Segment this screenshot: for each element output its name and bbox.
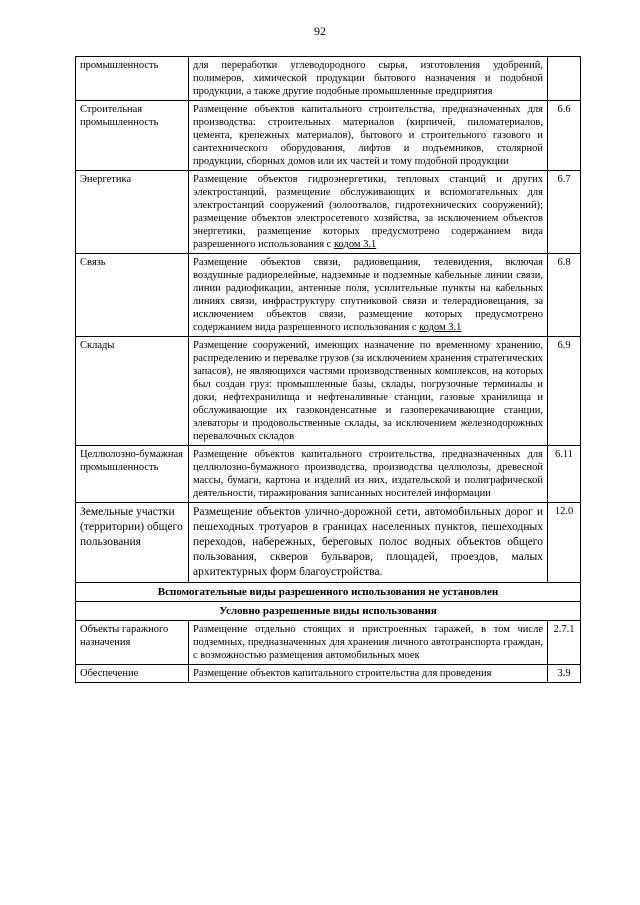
- description-text: Размещение объектов связи, радиовещания, телевидения, включая воздушные радиорелейные, надземные и подземные кабельные линии связи, линии радиофикации, антенные поля, усилительные пункты на кабельных линиях связи, инфраструктуру спутниковой связи и телерадиовещания, за исключением объектов связи, размещение которых предусмотрено содержанием вида разрешенного использования с: [193, 257, 543, 333]
- use-type-code: 6.6: [548, 101, 581, 171]
- use-type-name: Энергетика: [76, 171, 189, 254]
- use-type-name: Земельные участки (территории) общего пользования: [76, 503, 189, 583]
- table-row: [76, 57, 581, 101]
- use-type-code: 6.7: [548, 171, 581, 254]
- use-type-description: Размещение отдельно стоящих и пристроенных гаражей, в том числе подземных, предназначенных для хранения личного автотранспорта граждан, с возможностью размещения автомобильных моек: [189, 621, 548, 665]
- section-header-row: [76, 583, 581, 602]
- section-header-conditional: Условно разрешенные виды использования: [76, 602, 581, 621]
- use-type-name: промышленность: [76, 57, 189, 101]
- use-type-code: 6.9: [548, 337, 581, 446]
- use-type-description: [189, 254, 548, 337]
- use-type-code: 6.8: [548, 254, 581, 337]
- use-type-code: 6.11: [548, 446, 581, 503]
- section-header-row: [76, 602, 581, 621]
- code-reference-link[interactable]: кодом 3.1: [333, 239, 377, 250]
- use-type-code: 12.0: [548, 503, 581, 583]
- use-type-description: Размещение объектов капитального строительства для проведения: [189, 665, 548, 683]
- use-type-description: [189, 171, 548, 254]
- use-type-name: Связь: [76, 254, 189, 337]
- description-text: Размещение объектов гидроэнергетики, тепловых станций и других электростанций, размещение обслуживающих и вспомогательных для электростанций сооружений (золоотвалов, гидротехнических сооружений); размещение объектов электросетевого хозяйства, за исключением объектов энергетики, размещение которых предусмотрено содержанием вида разрешенного использования с: [193, 174, 543, 250]
- use-type-code: 3.9: [548, 665, 581, 683]
- table-row: [76, 101, 581, 171]
- use-type-name: Обеспечение: [76, 665, 189, 683]
- table-row: [76, 503, 581, 583]
- use-type-code: 2.7.1: [548, 621, 581, 665]
- use-type-name: Целлюлозно-бумажная промышленность: [76, 446, 189, 503]
- use-type-description: для переработки углеводородного сырья, изготовления удобрений, полимеров, химической продукции бытового назначения и подобной продукции, а также другие подобные промышленные предприятия: [189, 57, 548, 101]
- code-reference-link[interactable]: кодом 3.1: [419, 322, 462, 333]
- use-type-description: Размещение сооружений, имеющих назначение по временному хранению, распределению и перевалке грузов (за исключением хранения стратегических запасов), не являющихся частями производственных комплексов, на которых был создан груз: промышленные базы, склады, погрузочные терминалы и доки, нефтехранилища и нефтеналивные станции, газовые хранилища и обслуживающие их газоконденсатные и газоперекачивающие станции, элеваторы и продовольственные склады, за исключением железнодорожных перевалочных складов: [189, 337, 548, 446]
- table-row: [76, 621, 581, 665]
- use-type-description: Размещение объектов капитального строительства, предназначенных для целлюлозно-бумажного производства, производства целлюлозы, древесной массы, бумаги, картона и изделий из них, издательской и полиграфической деятельности, тиражирования записанных носителей информации: [189, 446, 548, 503]
- section-header-auxiliary: Вспомогательные виды разрешенного использования не установлен: [76, 583, 581, 602]
- table-row: [76, 337, 581, 446]
- use-type-name: Склады: [76, 337, 189, 446]
- table-row: [76, 665, 581, 683]
- table-row: [76, 171, 581, 254]
- table-row: [76, 254, 581, 337]
- land-use-table: [75, 56, 581, 683]
- use-type-description: Размещение объектов капитального строительства, предназначенных для производства: строительных материалов (кирпичей, пиломатериалов, цемента, крепежных материалов), бытового и строительного газового и сантехнического оборудования, лифтов и подъемников, столярной продукции, сборных домов или их частей и тому подобной продукции: [189, 101, 548, 171]
- use-type-name: Объекты гаражного назначения: [76, 621, 189, 665]
- page-number: 92: [314, 24, 326, 38]
- table-row: [76, 446, 581, 503]
- use-type-description: Размещение объектов улично-дорожной сети, автомобильных дорог и пешеходных тротуаров в границах населенных пунктов, пешеходных переходов, набережных, береговых полос водных объектов общего пользования, скверов бульваров, площадей, проездов, малых архитектурных форм благоустройства.: [189, 503, 548, 583]
- use-type-name: Строительная промышленность: [76, 101, 189, 171]
- use-type-code: [548, 57, 581, 101]
